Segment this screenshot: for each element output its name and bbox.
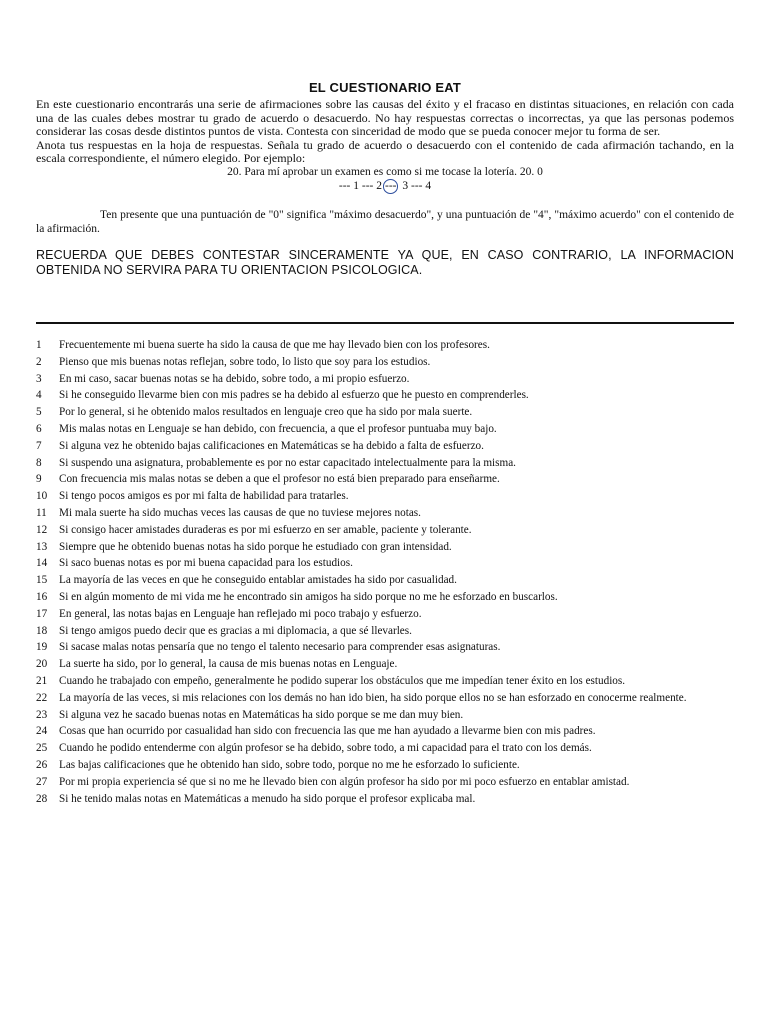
statement-text: En mi caso, sacar buenas notas se ha debido, sobre todo, a mi propio esfuerzo. — [59, 372, 410, 385]
statement-number: 11 — [36, 506, 47, 519]
statement-number: 13 — [36, 540, 48, 553]
statement-item — [36, 404, 734, 421]
statement-number: 20 — [36, 658, 48, 671]
statement-number: 9 — [36, 473, 42, 486]
statement-text: Cuando he trabajado con empeño, generalmente he podido superar los obstáculos que me impedían tener éxito en los estudios. — [59, 674, 626, 687]
statement-item — [36, 387, 734, 404]
statement-text: Con frecuencia mis malas notas se deben a que el profesor no está bien preparado para enseñarme. — [59, 473, 500, 486]
statement-item — [36, 774, 734, 791]
separator-line — [36, 322, 734, 324]
statement-number: 6 — [36, 422, 42, 435]
statement-text: La mayoría de las veces, si mis relaciones con los demás no han ido bien, ha sido porque ellos no se han esforzado en conocerme realmente. — [59, 691, 687, 704]
example-statement: 20. Para mí aprobar un examen es como si me tocase la lotería. 20. 0 — [227, 165, 543, 178]
statement-number: 16 — [36, 590, 48, 603]
statement-number: 18 — [36, 624, 48, 637]
statement-item — [36, 589, 734, 606]
statement-number: 19 — [36, 641, 48, 654]
statement-text: Si suspendo una asignatura, probablemente es por no estar capacitado intelectualmente para la misma. — [59, 456, 516, 469]
statement-item — [36, 522, 734, 539]
statement-text: Mis malas notas en Lenguaje se han debido, con frecuencia, a que el profesor puntuaba muy bajo. — [59, 422, 497, 435]
warning-text: RECUERDA QUE DEBES CONTESTAR SINCERAMENTE YA QUE, EN CASO CONTRARIO, LA INFORMACION OBTENIDA NO SERVIRA PARA TU ORIENTACION PSICOLOGICA. — [36, 247, 734, 277]
statement-text: Mi mala suerte ha sido muchas veces las causas de que no tuviese mejores notas. — [59, 506, 421, 519]
statement-item — [36, 791, 734, 808]
statement-item — [36, 471, 734, 488]
statement-number: 2 — [36, 355, 42, 368]
statement-text: Siempre que he obtenido buenas notas ha sido porque he estudiado con gran intensidad. — [59, 540, 452, 553]
statement-item — [36, 572, 734, 589]
statement-number: 15 — [36, 574, 48, 587]
statement-number: 26 — [36, 758, 48, 771]
document-title: EL CUESTIONARIO EAT — [308, 80, 462, 95]
statement-list — [36, 337, 734, 807]
statement-item — [36, 438, 734, 455]
statement-item — [36, 354, 734, 371]
statement-item — [36, 639, 734, 656]
statement-number: 24 — [36, 725, 48, 738]
statement-text: Si he tenido malas notas en Matemáticas a menudo ha sido porque el profesor explicaba mal. — [59, 792, 476, 805]
statement-text: Si saco buenas notas es por mi buena capacidad para los estudios. — [59, 557, 353, 570]
statement-number: 8 — [36, 456, 42, 469]
intro-paragraph: En este cuestionario encontrarás una serie de afirmaciones sobre las causas del éxito y el fracaso en distintas situaciones, en relación con cada una de las cuales debes mostrar tu grado de acuerdo o desacuerdo. No hay respuestas correctas o incorrectas, ya que las personas podemos considerar las cosas desde distintos puntos de vista. Contesta con sinceridad de modo que se pueda conocer mejor tu forma de ser. — [36, 97, 734, 139]
statement-number: 25 — [36, 742, 48, 755]
statement-text: Cosas que han ocurrido por casualidad han sido con frecuencia las que me han ayudado a llevarme bien con mis padres. — [59, 725, 596, 738]
scale-end: 3 --- 4 — [399, 179, 432, 192]
statement-item — [36, 757, 734, 774]
statement-text: Pienso que mis buenas notas reflejan, sobre todo, lo listo que soy para los estudios. — [59, 355, 431, 368]
document-header — [36, 80, 734, 278]
statement-item — [36, 673, 734, 690]
statement-item — [36, 555, 734, 572]
statement-item — [36, 606, 734, 623]
statement-text: La mayoría de las veces en que he conseguido entablar amistades ha sido por casualidad. — [59, 574, 457, 587]
statement-item — [36, 723, 734, 740]
statement-text: Si alguna vez he obtenido bajas calificaciones en Matemáticas se ha debido a falta de esfuerzo. — [59, 439, 484, 452]
statement-item — [36, 337, 734, 354]
statement-number: 12 — [36, 523, 48, 536]
statement-number: 22 — [36, 691, 48, 704]
statement-number: 1 — [36, 339, 42, 351]
statement-number: 21 — [36, 674, 48, 687]
statement-text: Si tengo pocos amigos es por mi falta de habilidad para tratarles. — [59, 490, 349, 503]
statement-item — [36, 421, 734, 438]
statement-number: 14 — [36, 557, 48, 570]
statement-text: Si he conseguido llevarme bien con mis padres se ha debido al esfuerzo que he puesto en comprenderles. — [59, 389, 529, 402]
scoring-note: Ten presente que una puntuación de "0" significa "máximo desacuerdo", y una puntuación de "4", "máximo acuerdo" con el contenido de la afirmación. — [36, 208, 734, 235]
statement-text: Si alguna vez he sacado buenas notas en Matemáticas ha sido porque se me dan muy bien. — [59, 708, 464, 721]
statement-number: 10 — [36, 490, 48, 503]
statement-item — [36, 539, 734, 556]
statement-item — [36, 371, 734, 388]
statement-item — [36, 455, 734, 472]
statement-number: 5 — [36, 406, 42, 419]
statement-text: Las bajas calificaciones que he obtenido han sido, sobre todo, porque no me he esforzado lo suficiente. — [59, 758, 520, 771]
statement-item — [36, 690, 734, 707]
statement-text: Si consigo hacer amistades duraderas es por mi esfuerzo en ser amable, paciente y tolerante. — [59, 523, 472, 536]
statement-number: 17 — [36, 607, 48, 620]
statement-text: Frecuentemente mi buena suerte ha sido la causa de que me hay llevado bien con los profesores. — [59, 339, 490, 351]
statement-number: 3 — [36, 372, 42, 385]
circled-mark: --- — [384, 179, 397, 192]
statement-text: Cuando he podido entenderme con algún profesor se ha debido, sobre todo, a mi capacidad para el trato con los demás. — [59, 742, 592, 755]
statement-item — [36, 488, 734, 505]
statement-number: 27 — [36, 775, 48, 788]
statement-item — [36, 505, 734, 522]
statement-number: 23 — [36, 708, 48, 721]
statement-text: Si en algún momento de mi vida me he encontrado sin amigos ha sido porque no me he esforzado en buscarlos. — [59, 590, 558, 603]
statement-item — [36, 656, 734, 673]
statement-text: Por lo general, si he obtenido malos resultados en lenguaje creo que ha sido por mala suerte. — [59, 406, 473, 419]
statement-number: 28 — [36, 792, 48, 805]
example-scale — [36, 179, 734, 194]
instructions-paragraph: Anota tus respuestas en la hoja de respuestas. Señala tu grado de acuerdo o desacuerdo con el contenido de cada afirmación tachando, en la escala correspondiente, el número elegido. Por ejemplo: — [36, 137, 734, 166]
statement-item — [36, 707, 734, 724]
statement-text: Si tengo amigos puedo decir que es gracias a mi diplomacia, a que sé llevarles. — [59, 624, 412, 637]
statement-text: En general, las notas bajas en Lenguaje han reflejado mi poco trabajo y esfuerzo. — [59, 607, 422, 620]
statement-text: Por mi propia experiencia sé que si no me he llevado bien con algún profesor ha sido por mi poco esfuerzo en entablar amistad. — [59, 775, 630, 788]
statement-number: 4 — [36, 389, 42, 402]
statement-item — [36, 740, 734, 757]
statement-number: 7 — [36, 439, 42, 452]
statement-text: La suerte ha sido, por lo general, la causa de mis buenas notas en Lenguaje. — [59, 658, 398, 671]
statement-item — [36, 623, 734, 640]
statement-text: Si sacase malas notas pensaría que no tengo el talento necesario para comprender esas asignaturas. — [59, 641, 501, 654]
scale-start: --- 1 --- 2 — [338, 179, 382, 192]
